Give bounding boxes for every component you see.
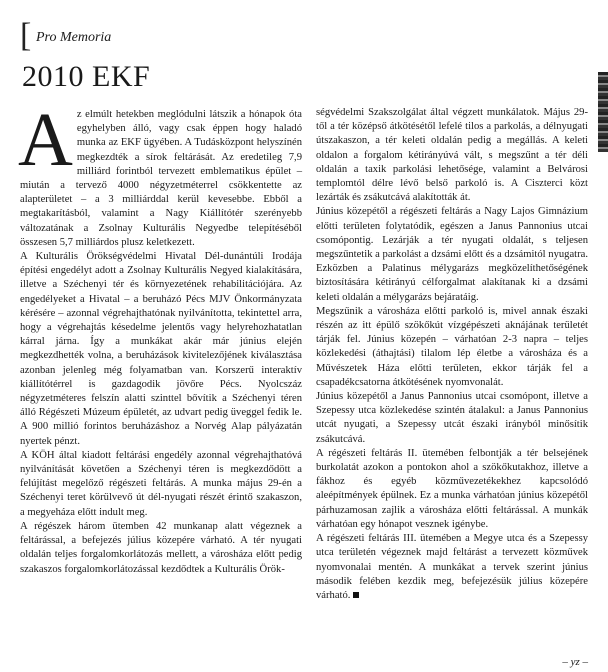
- paragraph: A régészek három ütemben 42 munkanap alatt végeznek a feltárással, a befejezés július közepére várható. A tér nyugati oldalán teljes forgalomkorlátozás mellett, a városháza előtt pedig szakaszos forgalomkorlátozással kezdődtek a Kulturális Örök-: [20, 520, 302, 575]
- paragraph: Június közepétől a régészeti feltárás a Nagy Lajos Gimnázium előtti területen folytatódik, egészen a Janus Pannonius utcai csomópontig. Lezárják a tér nyugati oldalát, s teljesen megszűntetik a parkolást a dzsámi előtt és a dzsámitól nyugatra. Ezközben a Palatinus mélygarázs megközelíthetőségének biztosítására kétirányú célforgalmat alakítanak ki a dzsámi keleti oldalán a mélygarázs bejáratáig.: [316, 206, 588, 303]
- paragraph: [18, 98, 302, 250]
- paragraph: Június közepétől a Janus Pannonius utcai csomópont, illetve a Szepessy utca közlekedése szintén átalakul: a Janus Pannonius utcát nyugati, a Szepessy utcát északi irányból minősítik zsákutcává.: [316, 391, 588, 445]
- drop-cap: A: [18, 98, 73, 182]
- left-column: [18, 98, 302, 577]
- paragraph: A régészeti feltárás II. ütemében felbontják a tér belsejének burkolatát azokon a pontokon ahol a szökőkutakhoz, illetve a fákhoz és egyéb közművezetékekhez kapcsolódó aleépítmények épülnek. Ez a munka várhatóan június közepétől párhuzamosan zajlik a városháza előtti feltárással. A munkák várhatóan egy hónapot vesznek igénybe.: [316, 447, 588, 530]
- end-mark-icon: [353, 592, 359, 598]
- paragraph: ségvédelmi Szakszolgálat által végzett munkálatok. Május 29-től a tér középső átkötésétől lefelé tilos a parkolás, a délnyugati útszakaszon, a tér keleti oldalán pedig a megállás. A keleti oldalon a forgalom kétirányúvá vált, s megszűnt a tér déli oldalán a taxik parkolási lehetősége, valamint a Belvárosi templomtól délre lévő belső parkoló is. A Ciszterci közt lezárták és zsákutcává alakították át.: [316, 107, 588, 204]
- right-column: [316, 106, 588, 603]
- article-title: 2010 EKF: [22, 60, 151, 93]
- paragraph-text: A régészeti feltárás III. ütemében a Megye utca és a Szepessy utca területén végeznek majd feltárást a tervezett közművek nyomvonalai mentén. A munkákat a tervek szerint június második felében kezdik meg, befejezésük július közepére várható.: [316, 533, 588, 601]
- paragraph-text: z elmúlt hetekben meglódulni látszik a hónapok óta egyhelyben álló, vagy csak éppen hogy haladó munka az EKF ügyében. A Tudásközpont helyszínén megkezdték a sírok feltárását. Az eredetileg 7,9 milliárd forintból tervezett emblematikus épület – miután a tervező 4000 négyzetméterrel csökkentette az alapterületet – a 3 milliárddal kerül kevesebbe. Ebből a megtakarításból, valamint a Nagy Kiállítótér szerényebb változatának a Zsolnay Kulturális Negyedbe telepítéséből összesen 5,7 milliárdos plusz keletkezett.: [20, 109, 302, 248]
- paragraph: A KÖH által kiadott feltárási engedély azonnal végrehajthatóvá nyilvánítását követően a Széchenyi téren is megkezdődött a felújítást megelőző régészeti feltárás. A munka május 29-én a Széchenyi teret körülvevő út dél-nyugati részét érintő szakaszon, a megyeháza előtt indult meg.: [20, 449, 302, 518]
- page-edge-marks: [598, 72, 608, 152]
- author-signature: – yz –: [562, 656, 588, 668]
- paragraph: Megszűnik a városháza előtti parkoló is, mivel annak északi részén az itt épülő szökőkút vízgépészeti aknájának területét tárják fel. Június közepén – várhatóan 2-3 napra – teljes közlekedési (áthajtási) tilalom lép életbe a városháza és a Művészetek Háza előtti területen, ekkor tárják fel a csapadékcsatorna átkötésének nyomvonalát.: [316, 305, 588, 388]
- section-label: Pro Memoria: [36, 30, 112, 45]
- section-bracket: [: [20, 17, 32, 54]
- paragraph: [316, 532, 588, 603]
- paragraph: A Kulturális Örökségvédelmi Hivatal Dél-dunántúli Irodája építési engedélyt adott a Zsolnay Kulturális Negyed kialakítására, illetve a Széchenyi tér és környezetének rehabilitációjára. Az engedélyeket a Hivatal – a beruházó Pécs MJV Önkormányzata kérésére – azonnal végrehajthatónak nyilvánította, tekintettel arra, hogy a végrehajtás késedelme jelentős vagy helyrehozhatatlan kárral járna. Így a munkákat akár már június elején megkezdhették volna, a beruházások kivitelezőjének kiválasztása azonban jelenleg még folyamatban van. Korszerű interaktív kiállítótérrel is gazdagodik jövőre Pécs. Nyolcszáz négyzetméteres felszín alatti szinttel bővítik a Széchenyi téren álló Régészeti Múzeum épületét, az udvart pedig üveggel fedik le. A 900 millió forintos beruházáshoz a Norvég Alap pályázatán nyertek pénzt.: [20, 251, 302, 447]
